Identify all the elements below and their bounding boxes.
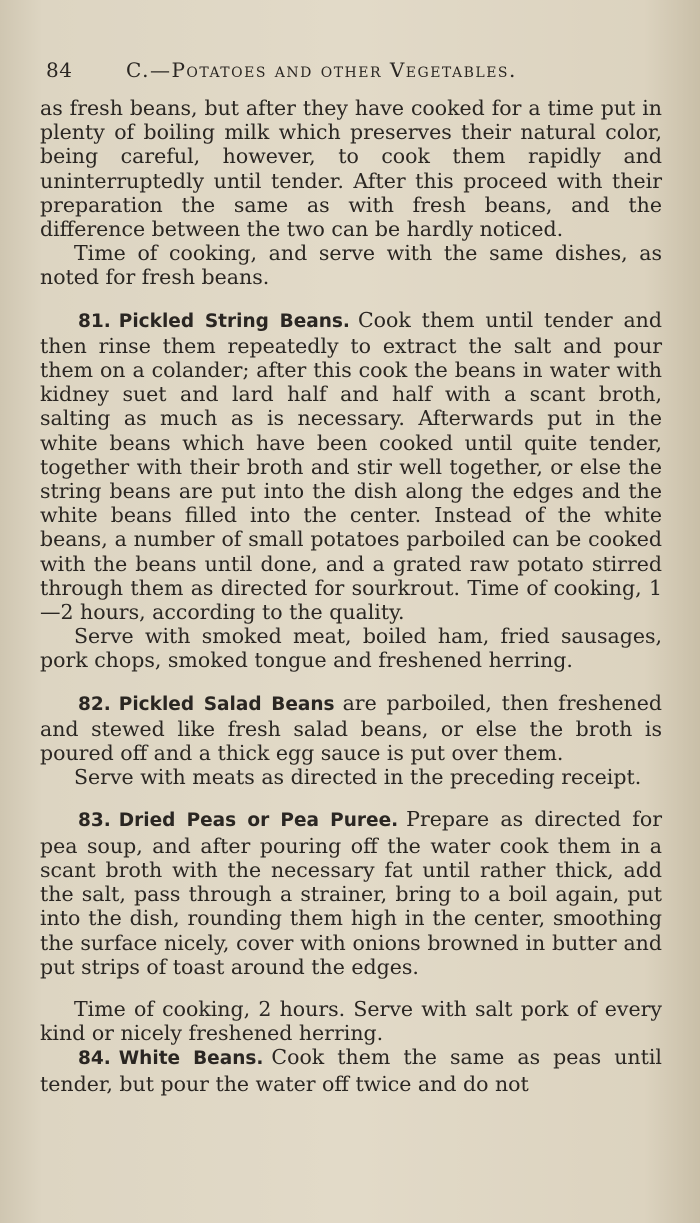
recipe-number: 84.	[78, 1048, 111, 1070]
recipe-title: White Beans.	[118, 1048, 264, 1070]
page-number: 84	[46, 58, 73, 82]
paragraph-time-of-cooking: Time of cooking, and serve with the same dishes, as noted for fresh beans.	[40, 241, 662, 290]
paragraph-serve-81: Serve with smoked meat, boiled ham, fried sausages, pork chops, smoked tongue and freshened herring.	[40, 624, 662, 673]
recipe-number: 83.	[78, 810, 111, 832]
recipe-text: Cook them until tender and then rinse them repeatedly to extract the salt and pour them on a colander; after this cook the beans in water with kidney suet and lard half and half with a scant broth, salting as much as is necessary. Afterwards put in the white beans which have been cooked until quite tender, together with their broth and stir well together, or else the string beans are put into the dish along the edges and the white beans filled into the center. Instead of the white beans, a number of small potatoes parboiled can be cooked with the beans until done, and a grated raw potato stirred through them as directed for sourkrout. Time of cooking, 1—2 hours, according to the quality.	[40, 307, 662, 625]
recipe-83	[40, 807, 662, 978]
recipe-text: are parboiled, then freshened and stewed like fresh salad beans, or else the broth is poured off and a thick egg sauce is put over them.	[40, 690, 662, 766]
paragraph-serve-82: Serve with meats as directed in the preceding receipt.	[74, 765, 642, 790]
recipe-84	[40, 1045, 662, 1095]
paragraph-serve-83: Time of cooking, 2 hours. Serve with salt pork of every kind or nicely freshened herring.	[40, 996, 662, 1046]
recipe-title: Pickled Salad Beans	[118, 693, 335, 715]
paragraph-continuation: as fresh beans, but after they have cooked for a time put in plenty of boiling milk which preserves their natural color, being careful, however, to cook them rapidly and uninterruptedly until tender. After this proceed with their preparation the same as with fresh beans, and the difference between the two can be hardly noticed.	[40, 96, 662, 242]
recipe-82	[40, 691, 662, 766]
page-header	[40, 58, 662, 82]
body-text	[40, 96, 662, 1096]
recipe-number: 81.	[78, 310, 111, 332]
recipe-81	[40, 308, 662, 625]
recipe-title: Dried Peas or Pea Puree.	[118, 810, 399, 832]
recipe-text: Prepare as directed for pea soup, and after pouring off the water cook them in a scant broth with the necessary fat until rather thick, add the salt, pass through a strainer, bring to a boil again, put into the dish, rounding them high in the center, smoothing the surface nicely, cover with onions browned in butter and put strips of toast around the edges.	[40, 807, 663, 979]
recipe-title: Pickled String Beans.	[118, 310, 350, 332]
recipe-number: 82.	[78, 693, 111, 715]
recipe-text: Cook them the same as peas until tender, but pour the water off twice and do not	[40, 1045, 662, 1096]
running-title: C.—Potatoes and other Vegetables.	[126, 58, 517, 82]
